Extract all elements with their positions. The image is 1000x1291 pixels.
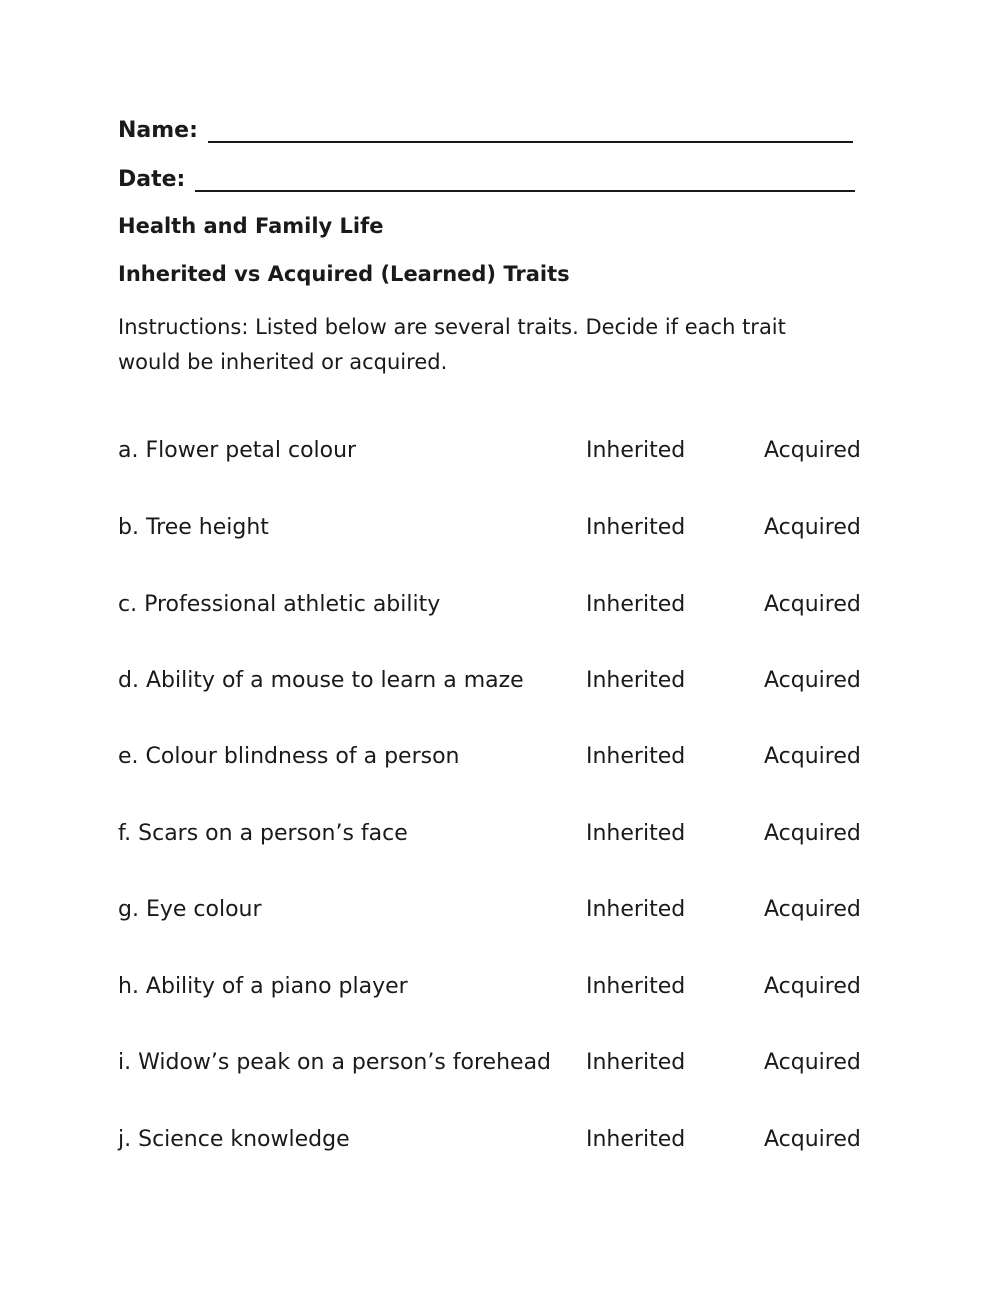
trait-label: g. Eye colour [118, 897, 262, 922]
trait-label: j. Science knowledge [118, 1127, 350, 1152]
trait-label: h. Ability of a piano player [118, 974, 408, 999]
subject-heading: Health and Family Life [118, 214, 384, 238]
instructions-text: Instructions: Listed below are several traits. Decide if each trait would be inherited or acquired. [118, 315, 786, 374]
name-label: Name: [118, 118, 198, 143]
name-blank-line[interactable] [208, 119, 853, 143]
trait-row [118, 744, 878, 778]
name-field [118, 118, 853, 143]
acquired-option[interactable]: Acquired [764, 438, 861, 463]
trait-row [118, 897, 878, 931]
inherited-option[interactable]: Inherited [586, 744, 686, 769]
acquired-option[interactable]: Acquired [764, 1050, 861, 1075]
inherited-option[interactable]: Inherited [586, 438, 686, 463]
inherited-option[interactable]: Inherited [586, 515, 686, 540]
inherited-option[interactable]: Inherited [586, 1050, 686, 1075]
date-field [118, 167, 855, 192]
acquired-option[interactable]: Acquired [764, 592, 861, 617]
date-label: Date: [118, 167, 186, 192]
worksheet-title: Inherited vs Acquired (Learned) Traits [118, 262, 570, 286]
trait-label: b. Tree height [118, 515, 269, 540]
trait-row [118, 515, 878, 549]
inherited-option[interactable]: Inherited [586, 1127, 686, 1152]
acquired-option[interactable]: Acquired [764, 974, 861, 999]
trait-label: i. Widow’s peak on a person’s forehead [118, 1050, 552, 1075]
acquired-option[interactable]: Acquired [764, 744, 861, 769]
inherited-option[interactable]: Inherited [586, 592, 686, 617]
trait-label: d. Ability of a mouse to learn a maze [118, 668, 524, 693]
trait-row [118, 1127, 878, 1161]
date-blank-line[interactable] [195, 168, 855, 192]
trait-row [118, 438, 878, 472]
trait-row [118, 821, 878, 855]
inherited-option[interactable]: Inherited [586, 668, 686, 693]
trait-label: f. Scars on a person’s face [118, 821, 408, 846]
acquired-option[interactable]: Acquired [764, 668, 861, 693]
acquired-option[interactable]: Acquired [764, 515, 861, 540]
trait-label: c. Professional athletic ability [118, 592, 441, 617]
trait-row [118, 668, 878, 702]
trait-row [118, 592, 878, 626]
acquired-option[interactable]: Acquired [764, 1127, 861, 1152]
trait-row [118, 974, 878, 1008]
inherited-option[interactable]: Inherited [586, 897, 686, 922]
acquired-option[interactable]: Acquired [764, 897, 861, 922]
trait-label: a. Flower petal colour [118, 438, 357, 463]
trait-row [118, 1050, 878, 1084]
inherited-option[interactable]: Inherited [586, 821, 686, 846]
trait-label: e. Colour blindness of a person [118, 744, 460, 769]
inherited-option[interactable]: Inherited [586, 974, 686, 999]
acquired-option[interactable]: Acquired [764, 821, 861, 846]
